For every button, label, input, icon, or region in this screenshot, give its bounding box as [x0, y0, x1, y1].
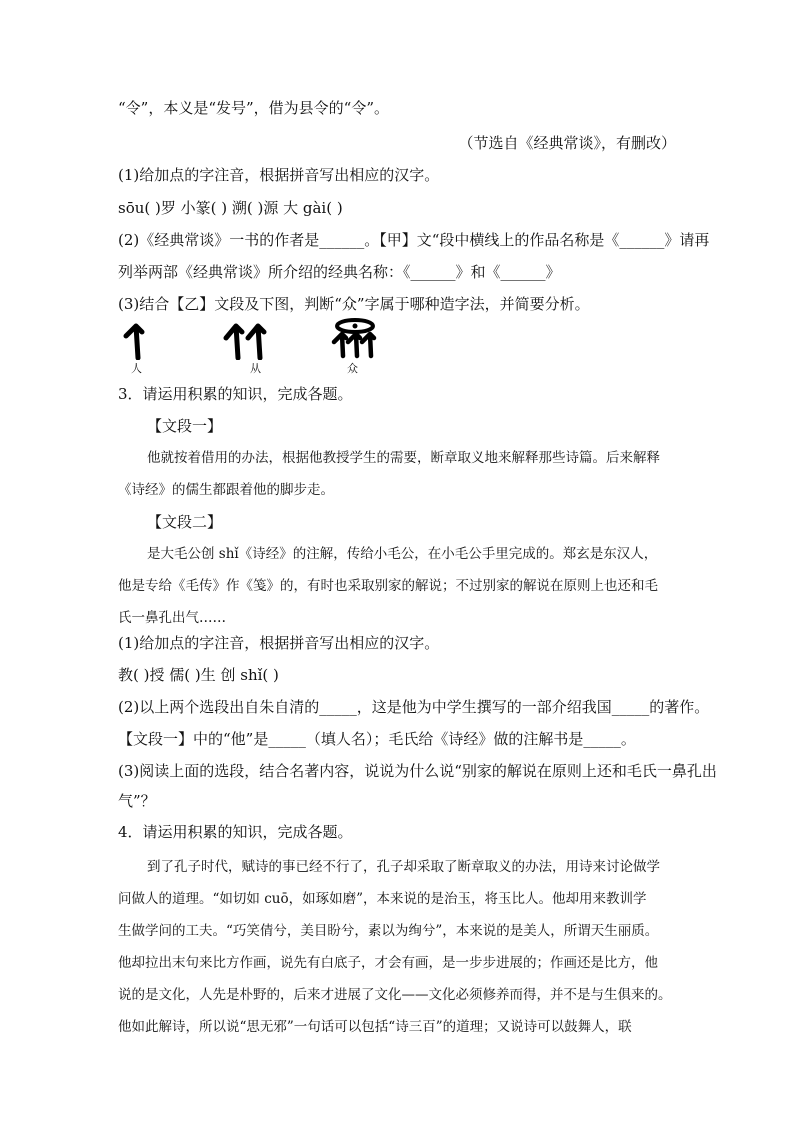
- caption-ren: 人: [131, 362, 142, 375]
- passage-4-line-6: 他如此解诗，所以说“思无邪”一句话可以包括“诗三百”的道理；又说诗可以鼓舞人，联: [118, 1019, 632, 1035]
- oracle-zhong-glyph: [328, 318, 382, 360]
- question-4-heading: 4．请运用积累的知识，完成各题。: [118, 823, 353, 841]
- passage-1-line-2: 《诗经》的儒生都跟着他的脚步走。: [118, 482, 334, 498]
- passage-4-line-4: 他却拉出末句来比方作画，说先有白底子，才会有画，是一步步进展的；作画还是比方，他: [118, 955, 658, 971]
- question-3-2: (2)以上两个选段出自朱自清的_____，这是他为中学生撰写的一部介绍我国_____的著作。: [118, 698, 710, 716]
- passage-4-line-3: 生做学问的工夫。“巧笑倩兮，美目盼兮，素以为绚兮”，本来说的是美人，所谓天生丽质。: [118, 923, 659, 939]
- question-3-3-cont: 气”？: [118, 792, 156, 810]
- caption-cong: 从: [250, 362, 261, 375]
- question-3-heading: 3．请运用积累的知识，完成各题。: [118, 385, 353, 403]
- passage-4-line-1: 到了孔子时代，赋诗的事已经不行了，孔子却采取了断章取义的办法，用诗来讨论做学: [147, 859, 660, 875]
- oracle-ren-glyph: [120, 322, 156, 360]
- question-3-2-cont: 【文段一】中的“他”是_____（填人名）；毛氏给《诗经》做的注解书是_____。: [118, 730, 636, 748]
- passage-2-line-3: 氏一鼻孔出气……: [118, 610, 226, 626]
- passage-1-line-1: 他就按着借用的办法，根据他教授学生的需要，断章取义地来解释那些诗篇。后来解释: [147, 450, 660, 466]
- oracle-cong-glyph: [222, 322, 278, 360]
- text-line-1: “令”，本义是“发号”，借为县令的“令”。: [118, 99, 390, 117]
- source-note: （节选自《经典常谈》，有删改）: [458, 134, 676, 152]
- passage-2-heading: 【文段二】: [147, 513, 223, 531]
- question-2-1-blanks: sōu( )罗 小篆( ) 溯( )源 大 gài( ): [118, 199, 343, 217]
- question-2-3: (3)结合【乙】文段及下图，判断“众”字属于哪种造字法，并简要分析。: [118, 295, 590, 313]
- question-2-2-cont: 列举两部《经典常谈》所介绍的经典名称：《______》和《______》: [118, 263, 561, 281]
- passage-4-line-2: 问做人的道理。“如切如 cuō，如琢如磨”，本来说的是治玉，将玉比人。他却用来教训学: [118, 891, 647, 907]
- passage-2-line-2: 他是专给《毛传》作《笺》的，有时也采取别家的解说；不过别家的解说在原则上也还和毛: [118, 578, 658, 594]
- passage-1-heading: 【文段一】: [147, 417, 223, 435]
- passage-2-line-1: 是大毛公创 shǐ《诗经》的注解，传给小毛公，在小毛公手里完成的。郑玄是东汉人，: [147, 546, 658, 562]
- question-3-1: (1)给加点的字注音，根据拼音写出相应的汉字。: [118, 634, 440, 652]
- caption-zhong: 众: [347, 362, 358, 375]
- passage-4-line-5: 说的是文化，人先是朴野的，后来才进展了文化——文化必须修养而得，并不是与生俱来的。: [118, 987, 672, 1003]
- question-2-1: (1)给加点的字注音，根据拼音写出相应的汉字。: [118, 166, 440, 184]
- question-3-3: (3)阅读上面的选段，结合名著内容，说说为什么说“别家的解说在原则上还和毛氏一鼻孔出: [118, 762, 717, 780]
- question-3-1-blanks: 教( )授 儒( )生 创 shǐ( ): [118, 666, 279, 684]
- question-2-2: (2)《经典常谈》一书的作者是______。【甲】文“段中横线上的作品名称是《______》请再: [118, 231, 710, 249]
